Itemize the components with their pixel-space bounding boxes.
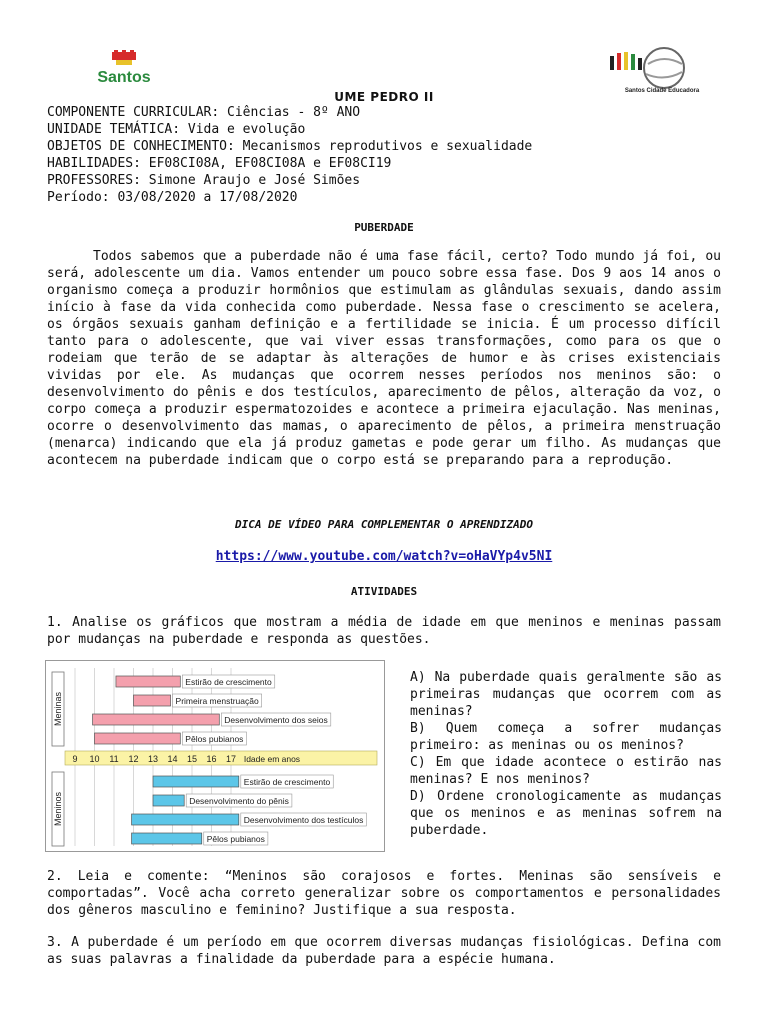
bar-label-meninas: Estirão de crescimento [185,677,272,687]
bar-label-meninas: Primeira menstruação [175,696,259,706]
question-1-item-d: D) Ordene cronologicamente as mudanças que os meninos e as meninas sofrem na puberdade. [410,789,722,838]
school-name: UME PEDRO II [334,90,434,104]
cidade-educadora-caption: Santos Cidade Educadora [624,88,700,94]
section-title: PUBERDADE [354,221,414,234]
tick-label: 12 [128,754,139,764]
tick-label: 16 [206,754,217,764]
question-3: 3. A puberdade é um período em que ocorrem diversas mudanças fisiológicas. Defina com as suas palavras a finalidade da puberdade para a espécie humana. [47,935,721,967]
header-line-curriculum: COMPONENTE CURRICULAR: Ciências - 8º ANO [47,105,361,120]
question-1: 1. Analise os gráficos que mostram a média de idade em que meninos e meninas passam por mudanças na puberdade e responda as questões. [47,615,721,647]
bar-label-meninas: Desenvolvimento dos seios [224,715,328,725]
bar-meninas [134,695,171,706]
globe-hands-icon [610,48,684,88]
header-line-teachers: PROFESSORES: Simone Araujo e José Simões [47,173,361,188]
video-tip-heading: DICA DE VÍDEO PARA COMPLEMENTAR O APRENDIZADO [234,518,533,531]
axis-label: Idade em anos [243,754,301,764]
bar-meninos [132,814,239,825]
bar-meninas [95,733,181,744]
tick-label: 14 [167,754,178,764]
cidade-educadora-logo [600,46,700,94]
question-1-item-c: C) Em que idade acontece o estirão nas meninas? E nos meninos? [410,755,722,787]
tick-label: 11 [109,754,119,764]
bar-label-meninos: Pêlos pubianos [206,834,265,844]
bar-meninos [153,795,184,806]
bar-meninos [132,833,202,844]
bar-label-meninos: Desenvolvimento dos testículos [243,815,364,825]
bar-label-meninos: Estirão de crescimento [243,777,331,787]
tick-label: 10 [89,754,100,764]
activities-title: ATIVIDADES [350,585,418,598]
crown-icon [112,50,136,65]
bar-meninos [153,776,239,787]
tick-label: 15 [186,754,198,764]
video-link[interactable]: https://www.youtube.com/watch?v=oHaVYp4v5NI [215,549,553,564]
question-2: 2. Leia e comente: “Meninos são corajosos e fortes. Meninas são sensíveis e comportadas”. Você acha correto generalizar sobre os comportamentos e personalidades dos gêneros masculino e feminino? Justifique a sua resposta. [47,869,721,918]
header-line-skills: HABILIDADES: EF08CI08A, EF08CI08A e EF08CI19 [47,156,392,171]
intro-paragraph [47,248,721,469]
bar-meninas [116,676,180,687]
header-line-period: Período: 03/08/2020 a 17/08/2020 [47,190,298,205]
header-line-theme: UNIDADE TEMÁTICA: Vida e evolução [47,122,306,137]
tick-label: 9 [72,754,78,764]
bar-label-meninas: Pêlos pubianos [185,734,244,744]
bar-meninas [93,714,220,725]
santos-logo-text: Santos [97,69,151,86]
header-info [47,104,532,206]
group-label-meninas: Meninas [53,691,63,727]
santos-logo [76,50,172,88]
tick-label: 17 [225,754,237,764]
group-label-meninos: Meninos [53,791,63,827]
intro-text: Todos sabemos que a puberdade não é uma fase fácil, certo? Todo mundo já foi, ou será, adolescente um dia. Vamos entender um pouco sobre essa fase. Dos 9 aos 14 anos o organismo começa a produzir hormônios que estimulam as glândulas sexuais, dando assim início à fase da vida conhecida como puberdade. Nessa fase o crescimento se acelera, os órgãos sexuais ganham definição e a fertilidade se inicia. É um processo difícil tanto para o adolescente, que vai viver essas transformações, como para os que o rodeiam que terão de se adaptar às alterações de humor e às crises existenciais vividas por ele. As mudanças que ocorrem nesses períodos nos meninos são: o desenvolvimento do pênis e dos testículos, aparecimento de pêlos, alteração da voz, o corpo começa a produzir espermatozoides e acontece a primeira ejaculação. Nas meninas, ocorre o desenvolvimento das mamas, o aparecimento de pêlos, a primeira menstruação (menarca) indicando que ela já produz gametas e pode gerar um filho. As mudanças que acontecem na puberdade indicam que o corpo está se preparando para a reprodução. [47,249,721,468]
question-1-item-a: A) Na puberdade quais geralmente são as primeiras mudanças que ocorrem com as meninas? [410,670,722,719]
question-1-item-b: B) Quem começa a sofrer mudanças primeiro: as meninas ou os meninos? [410,721,722,753]
question-1-items [410,669,722,839]
header-line-objects: OBJETOS DE CONHECIMENTO: Mecanismos reprodutivos e sexualidade [47,139,533,154]
bar-label-meninos: Desenvolvimento do pênis [189,796,289,806]
puberty-chart [45,660,385,852]
tick-label: 13 [147,754,159,764]
